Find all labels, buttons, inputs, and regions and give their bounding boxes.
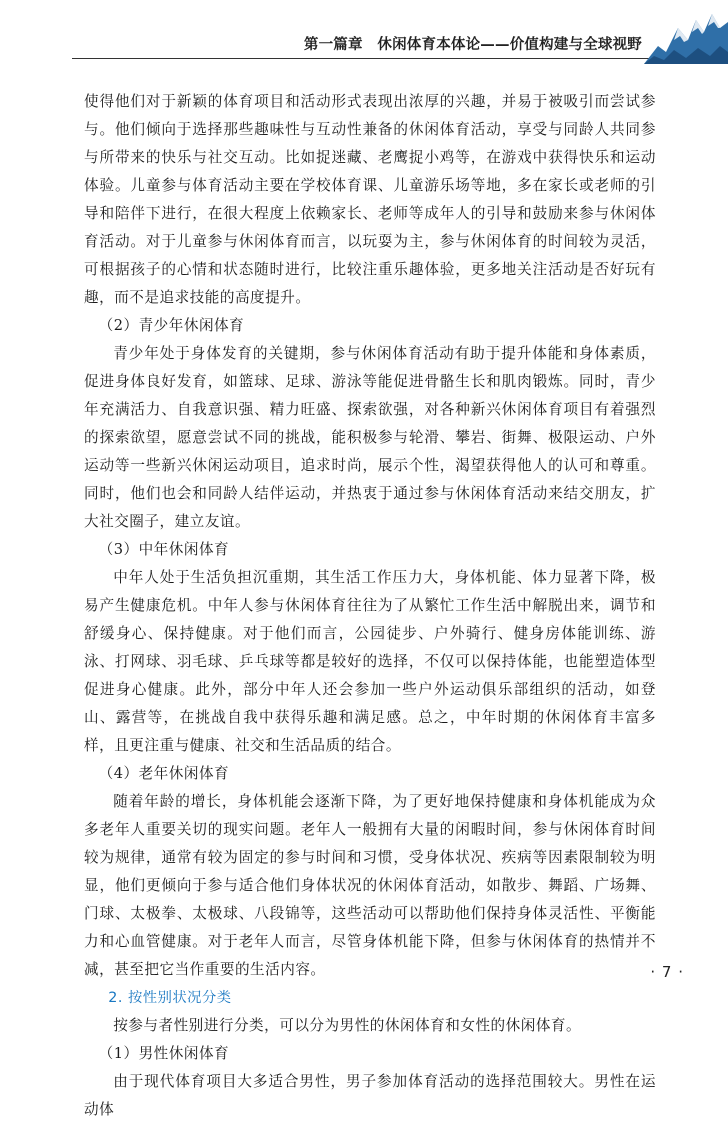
paragraph-elderly: 随着年龄的增长，身体机能会逐渐下降，为了更好地保持健康和身体机能成为众多老年人重要关切的现实问题。老年人一般拥有大量的闲暇时间，参与休闲体育时间较为规律，通常有较为固定的参与时间和习惯，受身体状况、疾病等因素限制较为明显，他们更倾向于参与适合他们身体状况的休闲体育活动，如散步、舞蹈、广场舞、门球、太极拳、太极球、八段锦等，这些活动可以帮助他们保持身体灵活性、平衡能力和心血管健康。对于老年人而言，尽管身体机能下降，但参与休闲体育的热情并不减，甚至把它当作重要的生活内容。 xyxy=(84,793,656,978)
chapter-title: 第一篇章 休闲体育本体论——价值构建与全球视野 xyxy=(303,37,642,53)
heading-elderly: （4）老年休闲体育 xyxy=(98,765,230,782)
paragraph-children: 使得他们对于新颖的体育项目和活动形式表现出浓厚的兴趣，并易于被吸引而尝试参与。他们倾向于选择那些趣味性与互动性兼备的休闲体育活动，享受与同龄人共同参与所带来的快乐与社交互动。比如捉迷藏、老鹰捉小鸡等，在游戏中获得快乐和运动体验。儿童参与体育活动主要在学校体育课、儿童游乐场等地，多在家长或老师的引导和陪伴下进行，在很大程度上依赖家长、老师等成年人的引导和鼓励来参与休闲体育活动。对于儿童参与休闲体育而言，以玩耍为主，参与休闲体育的时间较为灵活，可根据孩子的心情和状态随时进行，比较注重乐趣体验，更多地关注活动是否好玩有趣，而不是追求技能的高度提升。 xyxy=(84,93,656,306)
page-header xyxy=(0,0,728,70)
heading-middle-aged: （3）中年休闲体育 xyxy=(98,541,230,558)
paragraph-male: 由于现代体育项目大多适合男性，男子参加体育活动的选择范围较大。男性在运动体 xyxy=(84,1073,656,1118)
body-text xyxy=(84,88,656,1124)
paragraph-middle-aged: 中年人处于生活负担沉重期，其生活工作压力大，身体机能、体力显著下降，极易产生健康危机。中年人参与休闲体育往往为了从繁忙工作生活中解脱出来，调节和舒缓身心、保持健康。对于他们而言，公园徒步、户外骑行、健身房体能训练、游泳、打网球、羽毛球、乒乓球等都是较好的选择，不仅可以保持体能，也能塑造体型促进身心健康。此外，部分中年人还会参加一些户外运动俱乐部组织的活动，如登山、露营等，在挑战自我中获得乐趣和满足感。总之，中年时期的休闲体育丰富多样，且更注重与健康、社交和生活品质的结合。 xyxy=(84,569,656,754)
page-number: · 7 · xyxy=(650,963,684,981)
mountain-icon xyxy=(644,6,728,64)
heading-youth: （2）青少年休闲体育 xyxy=(98,317,245,334)
paragraph-youth: 青少年处于身体发育的关键期，参与休闲体育活动有助于提升体能和身体素质，促进身体良好发育，如篮球、足球、游泳等能促进骨骼生长和肌肉锻炼。同时，青少年充满活力、自我意识强、精力旺盛、探索欲强，对各种新兴休闲体育项目有着强烈的探索欲望，愿意尝试不同的挑战，能积极参与轮滑、攀岩、街舞、极限运动、户外运动等一些新兴休闲运动项目，追求时尚，展示个性，渴望获得他人的认可和尊重。同时，他们也会和同龄人结伴运动，并热衷于通过参与休闲体育活动来结交朋友，扩大社交圈子，建立友谊。 xyxy=(84,345,656,530)
paragraph-gender: 按参与者性别进行分类，可以分为男性的休闲体育和女性的休闲体育。 xyxy=(113,1017,582,1034)
header-divider xyxy=(72,58,658,59)
heading-male: （1）男性休闲体育 xyxy=(98,1045,230,1062)
section-heading-gender: 2. 按性别状况分类 xyxy=(108,990,232,1006)
